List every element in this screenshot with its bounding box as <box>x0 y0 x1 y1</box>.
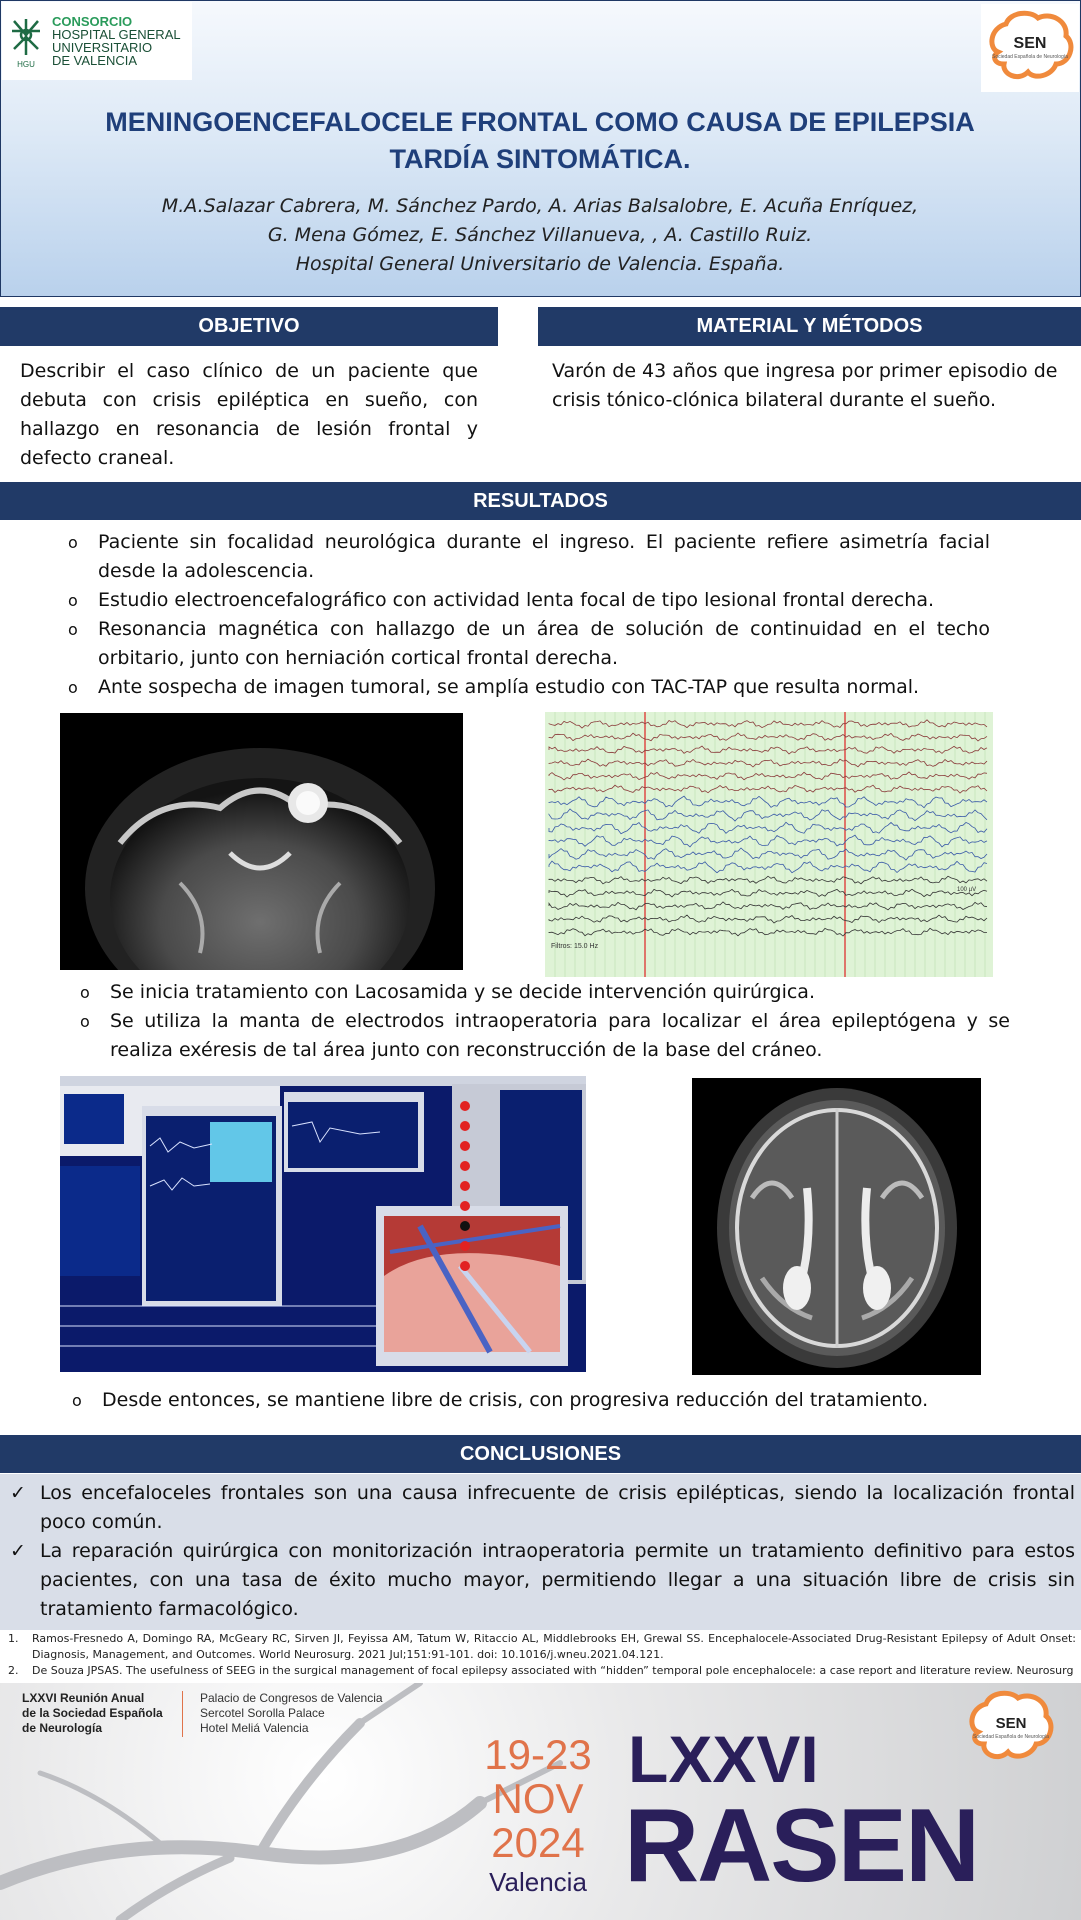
hospital-logo-line3: UNIVERSITARIO <box>52 40 153 55</box>
checkmark-icon: • ✓ <box>10 1540 26 1562</box>
mri-axial-image <box>60 713 463 970</box>
hospital-logo-line4: DE VALENCIA <box>52 53 138 68</box>
authors-line-2: G. Mena Gómez, E. Sánchez Villanueva, , A. Castillo Ruiz. <box>267 224 813 246</box>
congress-footer <box>0 1683 1081 1920</box>
reference-item <box>0 1631 1076 1663</box>
venue-line-1: Palacio de Congresos de Valencia <box>200 1691 383 1705</box>
objetivo-heading: OBJETIVO <box>0 307 498 346</box>
list-item-text: Ante sospecha de imagen tumoral, se amplía estudio con TAC-TAP que resulta normal. <box>98 676 920 698</box>
resultados-list-3 <box>72 1386 1002 1415</box>
list-item: o Paciente sin focalidad neurológica durante el ingreso. El paciente refiere asimetría facial desde la adolescencia. <box>68 531 990 582</box>
list-item-text: Resonancia magnética con hallazgo de un área de solución de continuidad en el techo orbitario, junto con herniación cortical frontal derecha. <box>98 618 990 669</box>
reference-number: 2. <box>8 1664 19 1677</box>
resultados-heading: RESULTADOS <box>0 482 1081 520</box>
title-line-1: MENINGOENCEFALOCELE FRONTAL COMO CAUSA DE EPILEPSIA <box>105 107 975 137</box>
intraoperative-monitoring-image <box>60 1076 586 1372</box>
eeg-traces <box>545 712 993 977</box>
list-item-text: La reparación quirúrgica con monitorización intraoperatoria permite un tratamiento definitivo para estos pacientes, con una tasa de éxito mucho mayor, permitiendo llegar a una situación libre de crisis sin tratamiento farmacológico. <box>40 1540 1075 1620</box>
list-item-text: Se inicia tratamiento con Lacosamida y se decide intervención quirúrgica. <box>110 981 815 1003</box>
list-item-text: Paciente sin focalidad neurológica durante el ingreso. El paciente refiere asimetría facial desde la adolescencia. <box>98 531 990 582</box>
title-line-2: TARDÍA SINTOMÁTICA. <box>389 144 691 174</box>
footer-sen-logo <box>964 1688 1060 1768</box>
footer-sen-name: SEN <box>995 1715 1027 1732</box>
list-item: o Resonancia magnética con hallazgo de un área de solución de continuidad en el techo orbitario, junto con herniación cortical frontal derecha. <box>68 618 990 669</box>
conclusiones-heading: CONCLUSIONES <box>0 1435 1081 1473</box>
meeting-line-2: de la Sociedad Española <box>22 1706 163 1720</box>
eeg-image <box>545 712 993 977</box>
footer-sen-sub: Sociedad Española de Neurología <box>973 1734 1049 1740</box>
list-item: o Ante sospecha de imagen tumoral, se amplía estudio con TAC-TAP que resulta normal. <box>68 676 920 698</box>
hospital-logo <box>2 2 192 80</box>
date-month: NOV <box>492 1775 584 1822</box>
reference-text: Ramos-Fresnedo A, Domingo RA, McGeary RC, Sirven JI, Feyissa AM, Tatum W, Ritaccio AL, Middlebrooks EH, Grewal SS. Encephalocele-Associated Drug-Resistant Epilepsy of Adult Onset: Diagnosis, Management, and Outcomes. World Neurosurg. 2021 Jul;151:91-101. doi: 10.1016/j.wneu.2021.04.121. <box>32 1632 1076 1661</box>
list-item-text: Desde entonces, se mantiene libre de crisis, con progresiva reducción del tratamiento. <box>102 1389 929 1411</box>
sen-brain-icon <box>984 8 1076 88</box>
list-item <box>0 1537 1075 1624</box>
metodos-heading: MATERIAL Y MÉTODOS <box>538 307 1081 346</box>
poster-title <box>90 104 990 178</box>
venue-list <box>200 1691 383 1736</box>
list-item-text: Se utiliza la manta de electrodos intraoperatoria para localizar el área epileptógena y se realiza exéresis de tal área junto con reconstrucción de la base del cráneo. <box>110 1010 1010 1061</box>
authors-block <box>90 192 990 279</box>
reference-number: 1. <box>8 1632 19 1645</box>
list-item <box>0 1479 1075 1537</box>
affiliation: Hospital General Universitario de Valencia. España. <box>295 253 785 275</box>
sen-logo-name: SEN <box>1013 35 1047 52</box>
objetivo-text: Describir el caso clínico de un paciente que debuta con crisis epiléptica en sueño, con hallazgo en resonancia de lesión frontal y defecto craneal. <box>20 360 478 469</box>
sen-logo-sub: Sociedad Española de Neurología <box>992 54 1068 60</box>
congress-number: LXXVI <box>628 1722 819 1796</box>
venue-line-2: Sercotel Sorolla Palace <box>200 1706 325 1720</box>
authors-line-1: M.A.Salazar Cabrera, M. Sánchez Pardo, A. Arias Balsalobre, E. Acuña Enríquez, <box>161 195 919 217</box>
mri-postop-image <box>692 1078 981 1375</box>
list-item: o Estudio electroencefalográfico con actividad lenta focal de tipo lesional frontal derecha. <box>68 589 935 611</box>
sen-logo <box>981 4 1079 92</box>
congress-acronym: RASEN <box>624 1788 979 1904</box>
list-item-text: Los encefaloceles frontales son una causa infrecuente de crisis epilépticas, siendo la localización frontal poco común. <box>40 1482 1075 1533</box>
resultados-list-1 <box>68 528 990 702</box>
list-item-text: Estudio electroencefalográfico con actividad lenta focal de tipo lesional frontal derecha. <box>98 589 935 611</box>
hospital-logo-line1: CONSORCIO <box>52 14 133 29</box>
reference-item <box>0 1663 1076 1679</box>
list-item: o Se inicia tratamiento con Lacosamida y se decide intervención quirúrgica. <box>80 981 815 1003</box>
footer-divider <box>182 1691 183 1737</box>
resultados-list-2 <box>80 978 1010 1065</box>
congress-dates <box>478 1733 598 1899</box>
date-year: 2024 <box>491 1819 585 1866</box>
list-item: o Se utiliza la manta de electrodos intraoperatoria para localizar el área epileptógena y se realiza exéresis de tal área junto con reconstrucción de la base del cráneo. <box>80 1010 1010 1061</box>
hospital-logo-line2: HOSPITAL GENERAL <box>52 27 181 42</box>
venue-line-3: Hotel Meliá Valencia <box>200 1721 309 1735</box>
hospital-emblem-icon <box>6 11 46 71</box>
metodos-text: Varón de 43 años que ingresa por primer episodio de crisis tónico-clónica bilateral durante el sueño. <box>552 360 1058 411</box>
hospital-logo-small: HGU <box>17 60 35 69</box>
date-days: 19-23 <box>484 1731 592 1778</box>
conclusiones-list <box>0 1479 1075 1624</box>
reference-text: De Souza JPSAS. The usefulness of SEEG in the surgical management of focal epilepsy associated with “hidden” temporal pole encephalocele: a case report and literature review. Neurosurg <box>32 1664 1074 1677</box>
meeting-line-1: LXXVI Reunión Anual <box>22 1691 145 1705</box>
eeg-scale-label: 100 µV <box>957 887 977 893</box>
references-list <box>0 1631 1076 1683</box>
list-item: o Desde entonces, se mantiene libre de crisis, con progresiva reducción del tratamiento. <box>72 1389 929 1411</box>
congress-city: Valencia <box>489 1867 587 1897</box>
eeg-filter-label: Filtros: 15.0 Hz <box>551 943 599 950</box>
meeting-line-3: de Neurología <box>22 1721 103 1735</box>
checkmark-icon: • ✓ <box>10 1482 26 1504</box>
meeting-name <box>22 1691 163 1736</box>
